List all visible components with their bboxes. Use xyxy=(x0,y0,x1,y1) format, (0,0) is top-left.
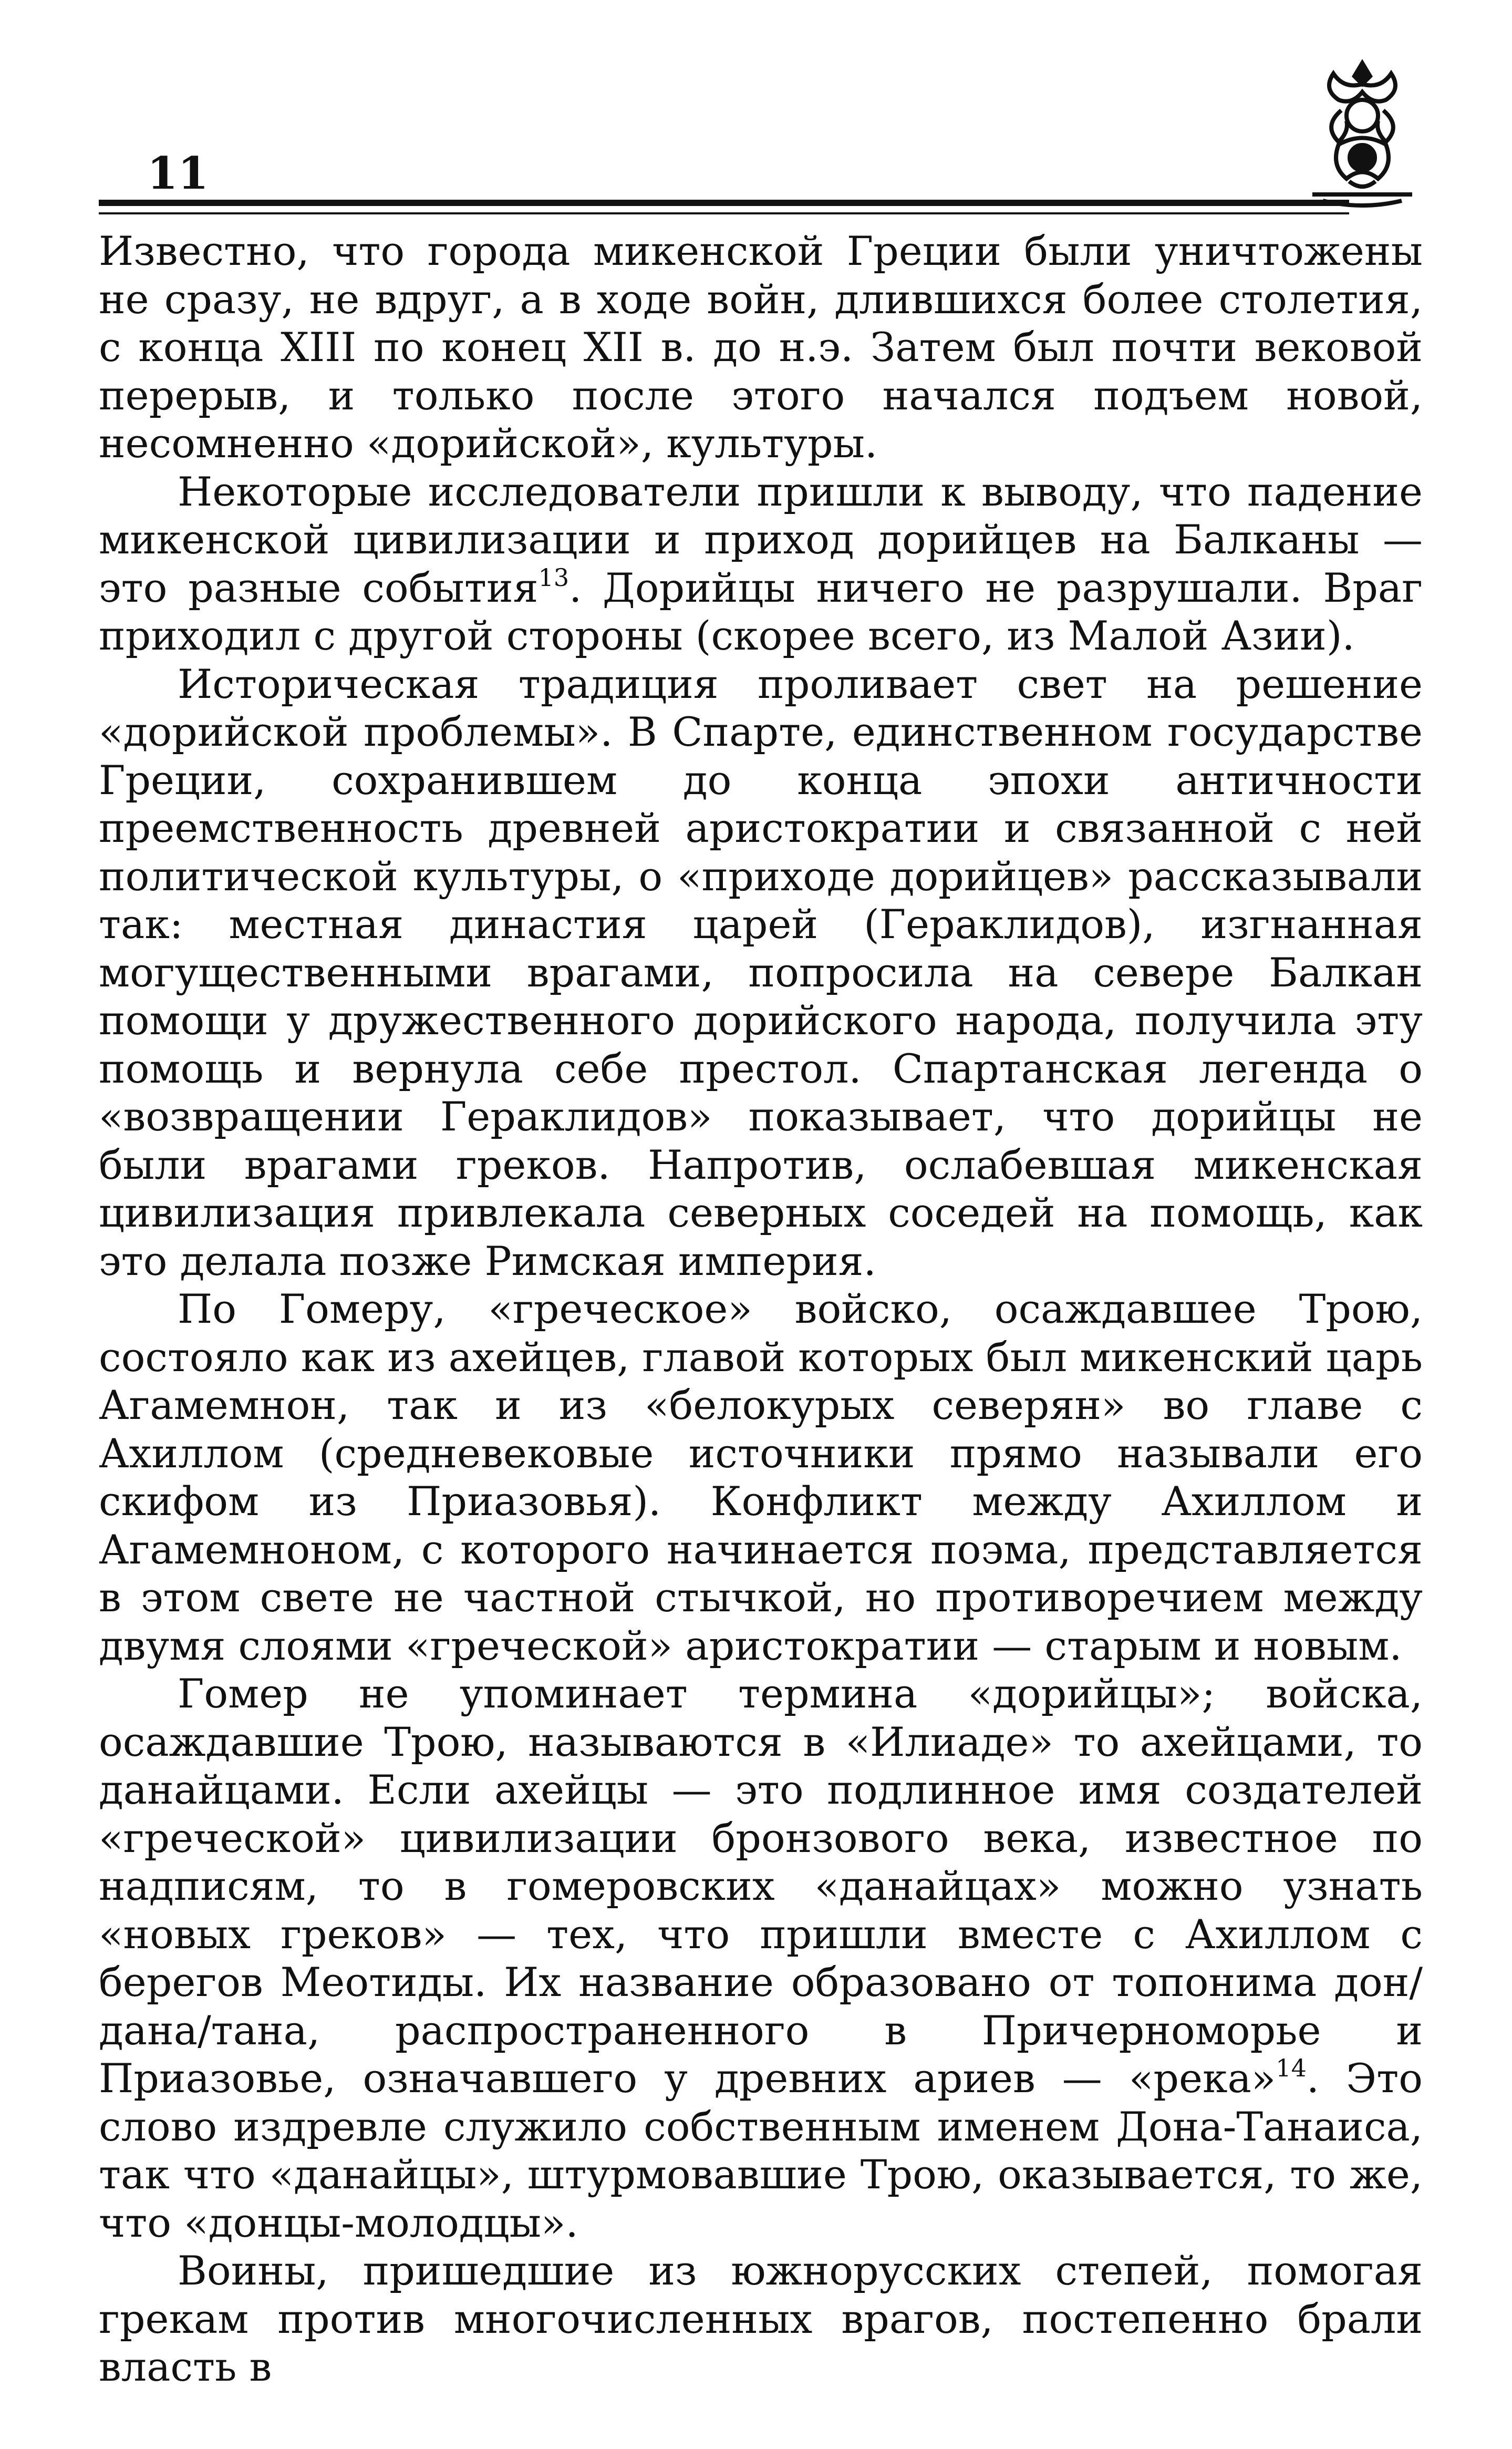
paragraph: Известно, что города микенской Греции были уничтожены не сразу, не вдруг, а в ходе войн, длившихся более столетия, с конца XIII по конец XII в. до н.э. Затем был почти вековой перерыв, и только после этого начался подъем новой, несомненно «дорийской», культуры. xyxy=(99,228,1423,467)
paragraph xyxy=(99,1670,1423,2247)
paragraph-text: . Это слово издревле служило собственным именем Дона-Танаиса, так что «данайцы», штурмовавшие Трою, оказывается, то же, что «донцы-молодцы». xyxy=(99,2055,1423,2246)
paragraph-text: Гомер не упоминает термина «дорийцы»; войска, осаждавшие Трою, называются в «Илиаде» то ахейцами, то данайцами. Если ахейцы — это подлинное имя создателей «греческой» цивилизации бронзового века, известное по надписям, то в гомеровских «данайцах» можно узнать «новых греков» — тех, что пришли вместе с Ахиллом с берегов Меотиды. Их название образовано от топонима дон/дана/тана, распространенного в Причерноморье и Приазовье, означавшего у древних ариев — «река» xyxy=(99,1670,1423,2102)
page-header xyxy=(99,84,1423,221)
footnote-ref: 14 xyxy=(1276,2054,1307,2082)
page-number: 11 xyxy=(136,147,220,200)
paragraph: По Гомеру, «греческое» войско, осаждавшее Трою, состояло как из ахейцев, главой которых был микенский царь Агамемнон, так и из «белокурых северян» во главе с Ахиллом (средневековые источники прямо называли его скифом из Приазовья). Конфликт между Ахиллом и Агамемноном, с которого начинается поэма, представляется в этом свете не частной стычкой, но противоречием между двумя слоями «греческой» аристократии — старым и новым. xyxy=(99,1285,1423,1669)
paragraph: Воины, пришедшие из южнорусских степей, помогая грекам против многочисленных врагов, постепенно брали власть в xyxy=(99,2247,1423,2390)
heraldic-ornament-icon xyxy=(1302,53,1423,221)
paragraph-text: . Дорийцы ничего не разрушали. Враг приходил с другой стороны (скорее всего, из Малой Азии). xyxy=(99,564,1423,659)
paragraph xyxy=(99,468,1423,660)
header-rule xyxy=(99,200,1349,206)
paragraph: Историческая традиция проливает свет на решение «дорийской проблемы». В Спарте, единственном государстве Греции, сохранившем до конца эпохи античности преемственность древней аристократии и связанной с ней политической культуры, о «приходе дорийцев» рассказывали так: местная династия царей (Гераклидов), изгнанная могущественными врагами, попросила на севере Балкан помощи у дружественного дорийского народа, получила эту помощь и вернула себе престол. Спартанская легенда о «возвращении Гераклидов» показывает, что дорийцы не были врагами греков. Напротив, ослабевшая микенская цивилизация привлекала северных соседей на помощь, как это делала позже Римская империя. xyxy=(99,660,1423,1284)
header-rule-thin xyxy=(99,212,1349,214)
body-text xyxy=(99,227,1423,2391)
paragraph-text: Некоторые исследователи пришли к выводу, что падение микенской цивилизации и приход дорийцев на Балканы — это разные события xyxy=(99,468,1423,611)
footnote-ref: 13 xyxy=(538,563,569,592)
